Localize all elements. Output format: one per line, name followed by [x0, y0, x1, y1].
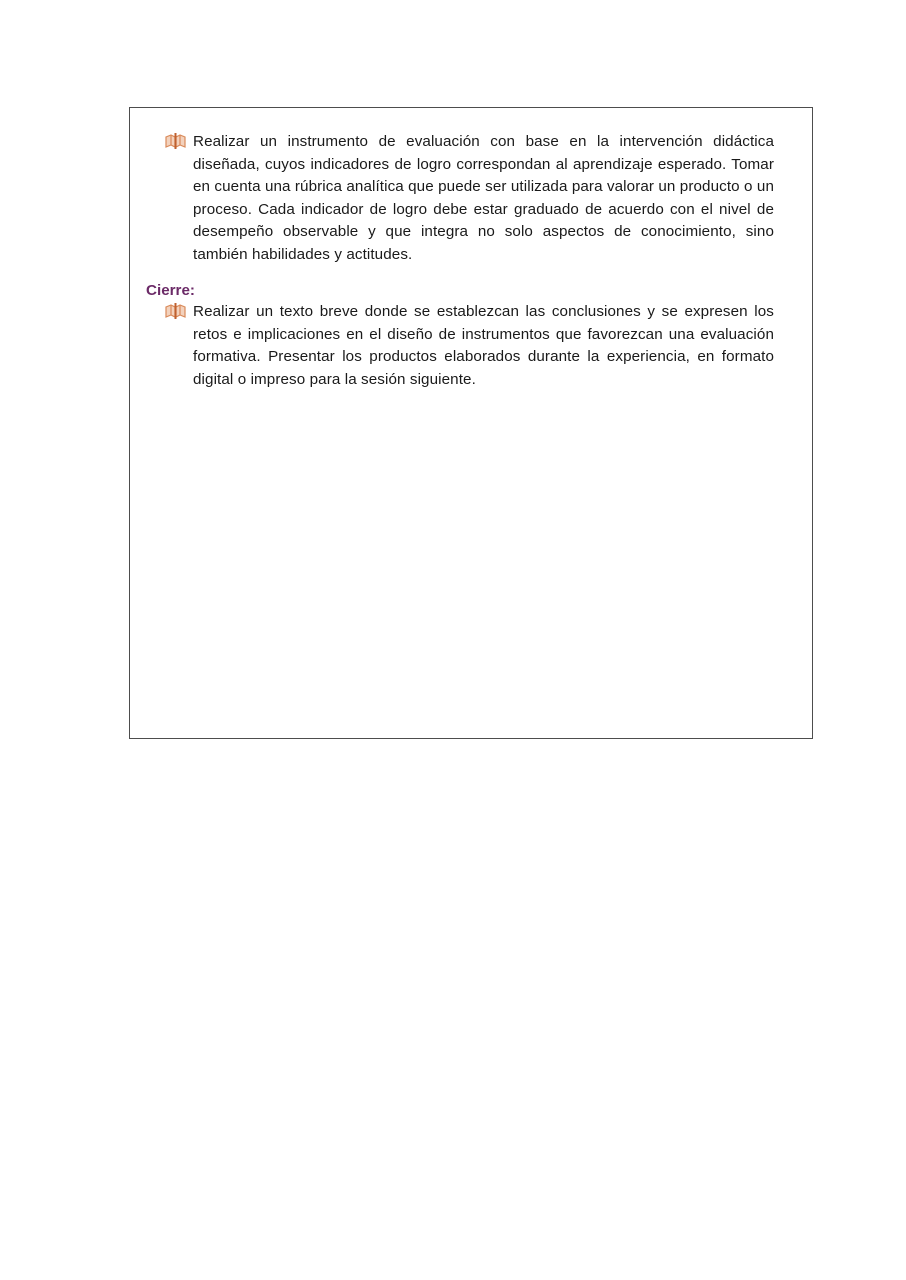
list-item-instrumento: [165, 131, 774, 266]
list-item-texto-breve: [165, 301, 774, 391]
book-icon: [165, 303, 187, 319]
item-text: Realizar un texto breve donde se establezcan las conclusiones y se expresen los retos e implicaciones en el diseño de instrumentos que favorezcan una evaluación formativa. Presentar los productos elaborados durante la experiencia, en formato digital o impreso para la sesión siguiente.: [193, 303, 774, 388]
item-text: Realizar un instrumento de evaluación con base en la intervención didáctica diseñada, cuyos indicadores de logro correspondan al aprendizaje esperado. Tomar en cuenta una rúbrica analítica que puede ser utilizada para valorar un producto o un proceso. Cada indicador de logro debe estar graduado de acuerdo con el nivel de desempeño observable y que integra no solo aspectos de conocimiento, sino también habilidades y actitudes.: [193, 133, 774, 263]
section-heading-cierre: Cierre:: [146, 282, 195, 299]
book-icon: [165, 133, 187, 149]
content-box: [129, 107, 813, 739]
